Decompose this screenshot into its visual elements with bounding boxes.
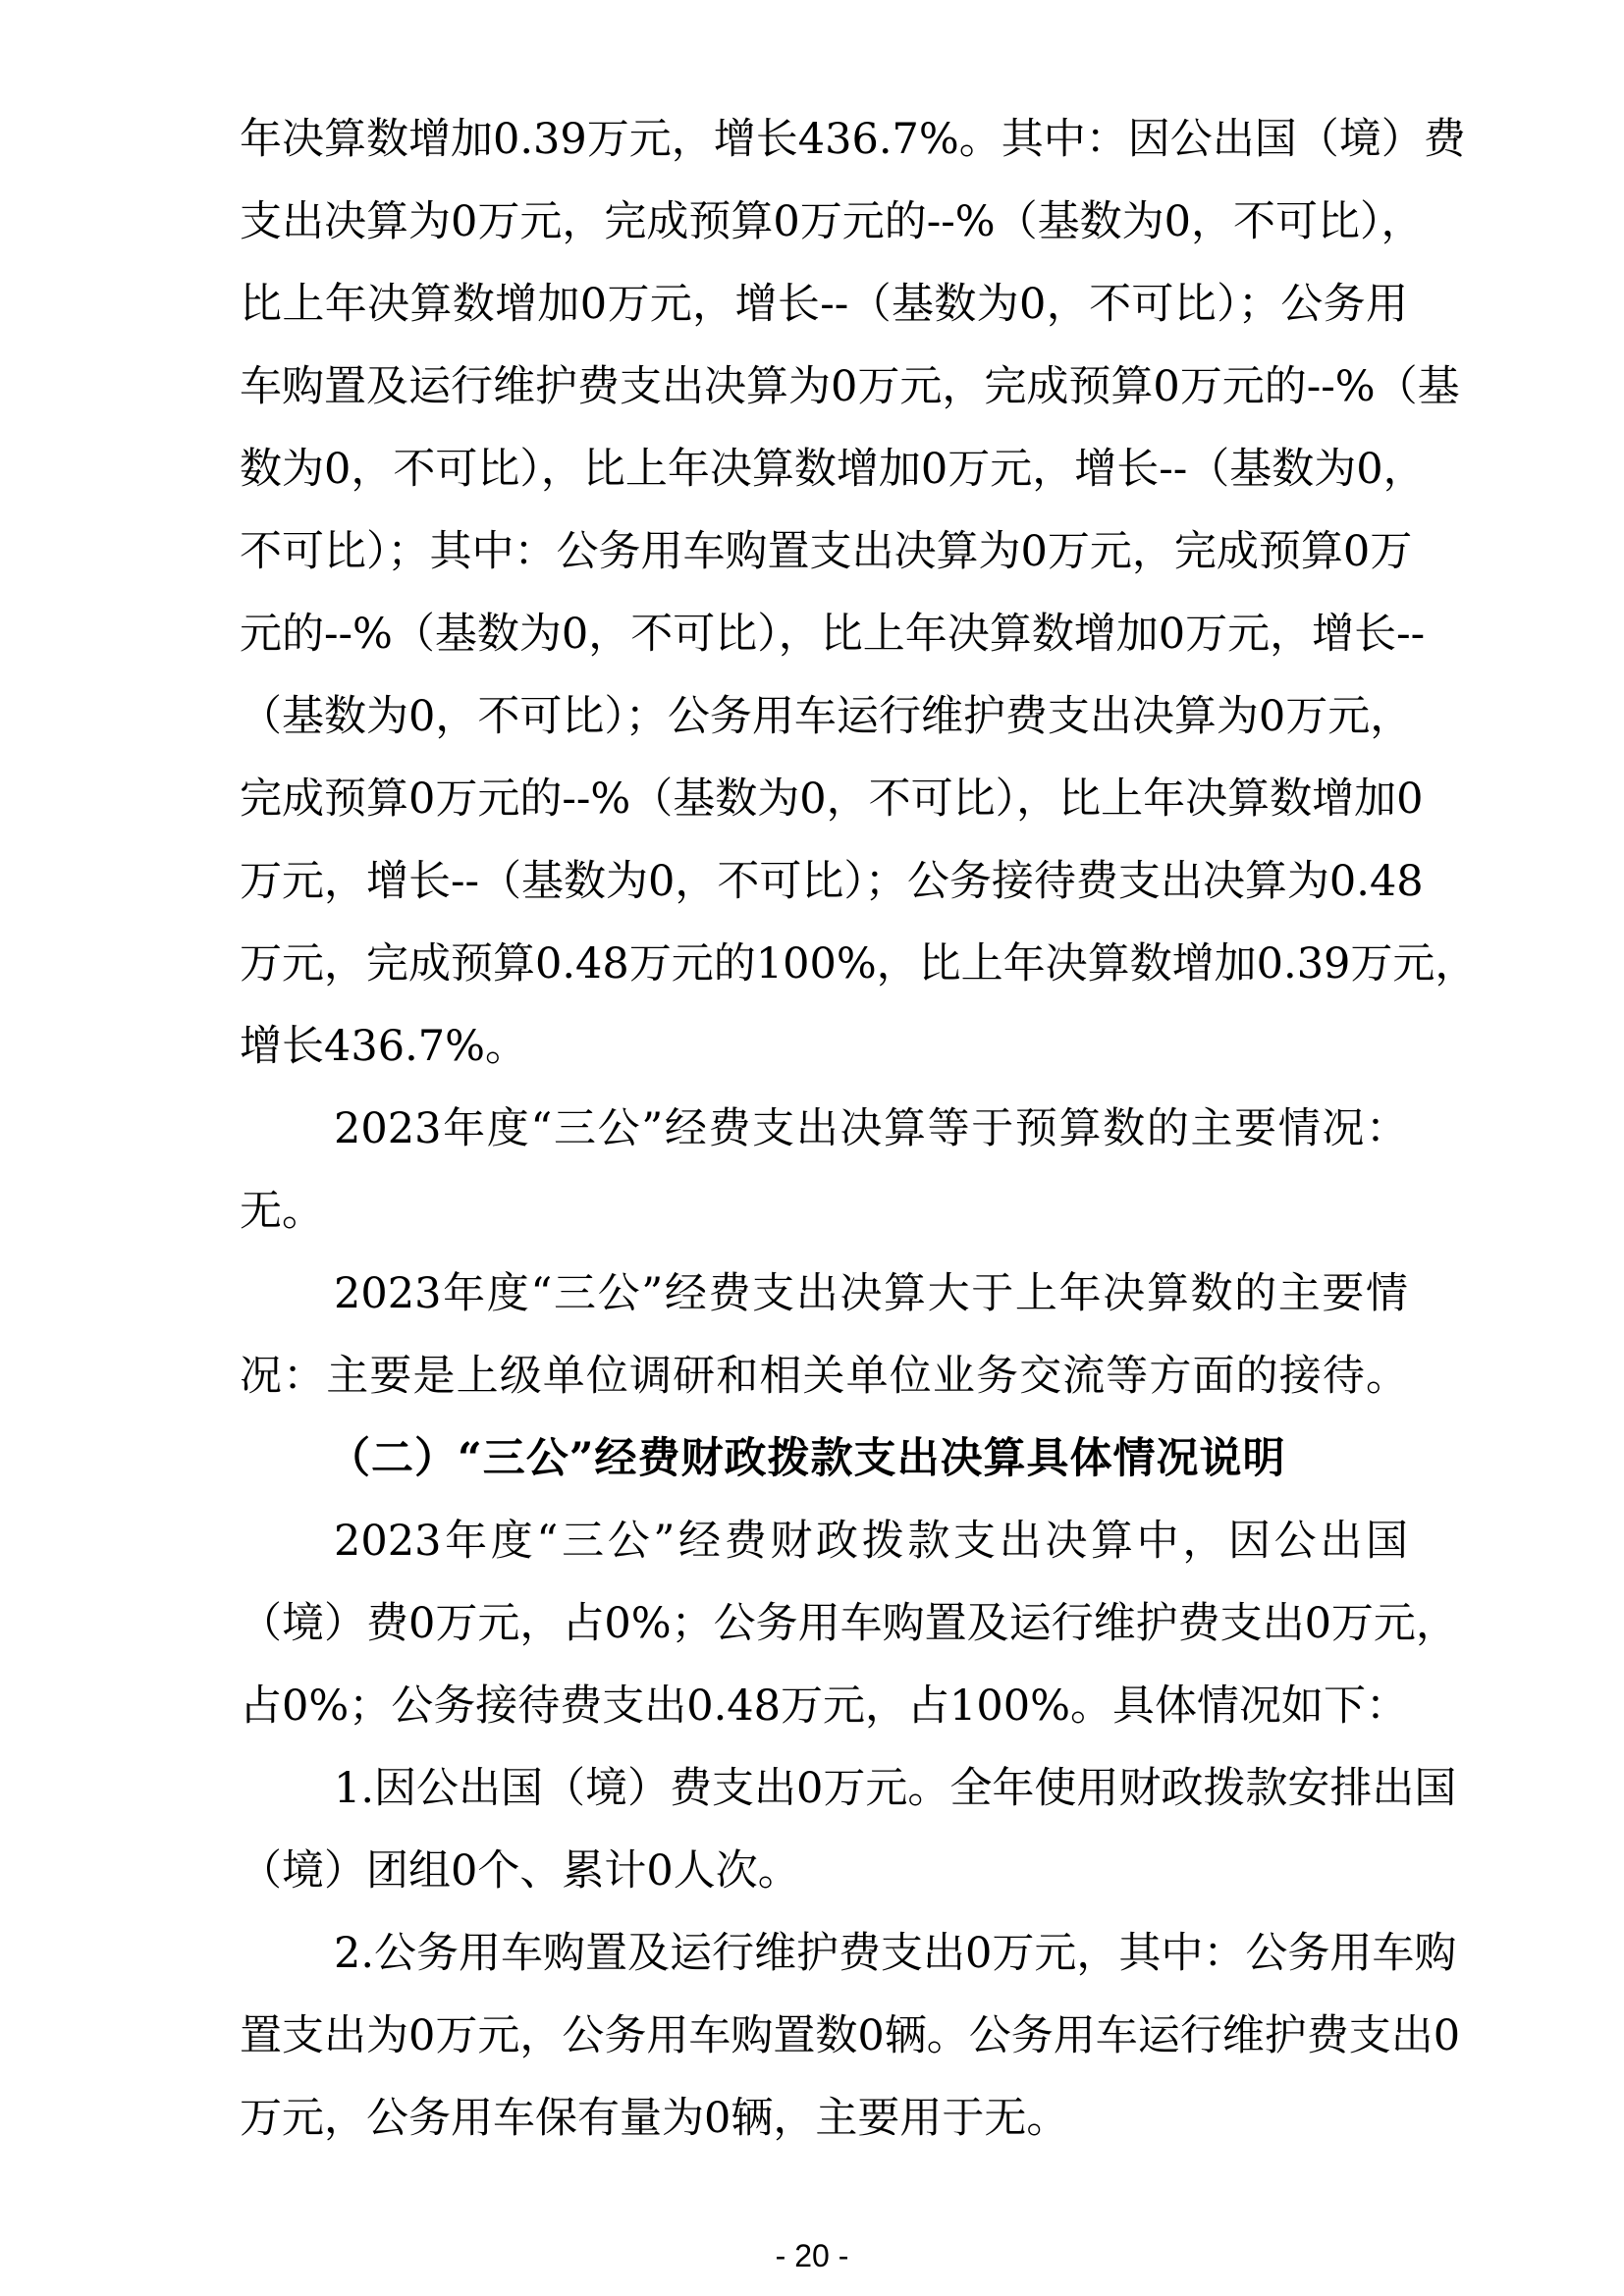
body-text bbox=[240, 98, 1478, 2160]
text-line: 数为0，不可比），比上年决算数增加0万元，增长--（基数为0， bbox=[240, 445, 1426, 494]
text-line: 增长436.7%。 bbox=[240, 1022, 527, 1071]
text-line: （境）团组0个、累计0人次。 bbox=[240, 1846, 800, 1896]
text-line: 完成预算0万元的--%（基数为0，不可比），比上年决算数增加0 bbox=[240, 774, 1424, 824]
text-line: 支出决算为0万元，完成预算0万元的--%（基数为0，不可比）， bbox=[240, 197, 1424, 246]
text-line: 万元，公务用车保有量为0辆，主要用于无。 bbox=[240, 2094, 1069, 2143]
section-heading: （二）“三公”经费财政拨款支出决算具体情况说明 bbox=[328, 1434, 1286, 1483]
text-line: 无。 bbox=[240, 1187, 324, 1236]
text-line: 2.公务用车购置及运行维护费支出0万元，其中：公务用车购 bbox=[334, 1929, 1457, 1978]
text-line: 元的--%（基数为0，不可比），比上年决算数增加0万元，增长-- bbox=[240, 610, 1426, 659]
text-line: （境）费0万元，占0%；公务用车购置及运行维护费支出0万元， bbox=[240, 1599, 1458, 1648]
text-line: 2023年度“三公”经费财政拨款支出决算中，因公出国 bbox=[334, 1517, 1408, 1566]
text-line: 置支出为0万元，公务用车购置数0辆。公务用车运行维护费支出0 bbox=[240, 2011, 1461, 2060]
text-line: 2023年度“三公”经费支出决算等于预算数的主要情况： bbox=[334, 1104, 1408, 1153]
text-line: 万元，增长--（基数为0，不可比）；公务接待费支出决算为0.48 bbox=[240, 857, 1424, 906]
text-line: 2023年度“三公”经费支出决算大于上年决算数的主要情 bbox=[334, 1269, 1408, 1318]
page-number: - 20 - bbox=[775, 2238, 849, 2273]
text-line: 比上年决算数增加0万元，增长--（基数为0，不可比）；公务用 bbox=[240, 280, 1408, 329]
text-line: 年决算数增加0.39万元，增长436.7%。其中：因公出国（境）费 bbox=[240, 115, 1466, 164]
text-line: 况：主要是上级单位调研和相关单位业务交流等方面的接待。 bbox=[240, 1352, 1408, 1401]
text-line: 占0%；公务接待费支出0.48万元，占100%。具体情况如下： bbox=[240, 1682, 1408, 1731]
text-line: （基数为0，不可比）；公务用车运行维护费支出决算为0万元， bbox=[240, 692, 1413, 741]
text-line: 万元，完成预算0.48万元的100%，比上年决算数增加0.39万元， bbox=[240, 939, 1478, 988]
text-line: 不可比）；其中：公务用车购置支出决算为0万元，完成预算0万 bbox=[240, 527, 1413, 576]
text-line: 1.因公出国（境）费支出0万元。全年使用财政拨款安排出国 bbox=[334, 1764, 1457, 1813]
text-line: 车购置及运行维护费支出决算为0万元，完成预算0万元的--%（基 bbox=[240, 362, 1460, 411]
